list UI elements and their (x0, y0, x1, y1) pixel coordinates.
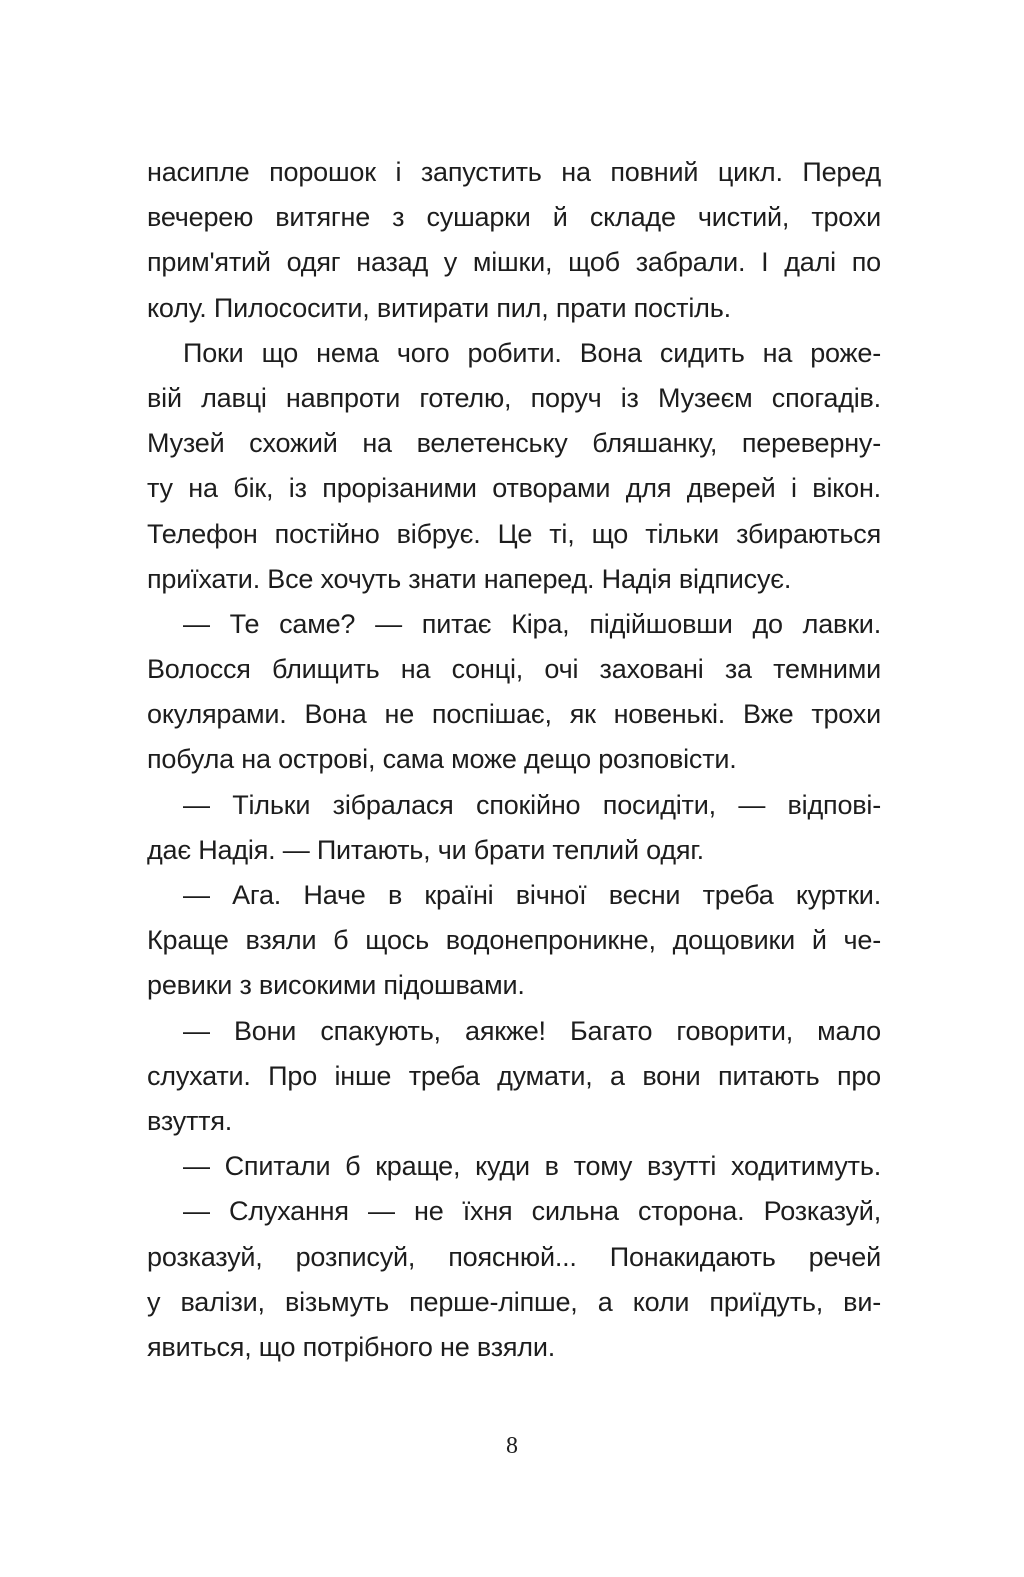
text-line: ту на бік, із прорізаними отворами для дверей і вікон. (147, 473, 881, 504)
text-line: дає Надія. — Питають, чи брати теплий одяг. (147, 834, 704, 865)
text-line: — Вони спакують, аякже! Багато говорити, мало (183, 1015, 881, 1046)
text-line: побула на острові, сама може дещо розповісти. (147, 744, 737, 775)
text-line: — Слухання — не їхня сильна сторона. Розказуй, (183, 1196, 881, 1227)
text-line: Поки що нема чого робити. Вона сидить на роже- (183, 337, 881, 368)
text-line: — Тільки зібралася спокійно посидіти, — відпові- (183, 789, 881, 820)
text-line: прим'ятий одяг назад у мішки, щоб забрали. І далі по (147, 247, 881, 278)
text-line: взуття. (147, 1105, 233, 1136)
body-text (147, 150, 881, 1370)
text-line: розказуй, розписуй, пояснюй... Понакидають речей (147, 1241, 881, 1272)
text-line: приїхати. Все хочуть знати наперед. Надія відписує. (147, 563, 792, 594)
text-line: колу. Пилососити, витирати пил, прати постіль. (147, 292, 731, 323)
text-line: у валізи, візьмуть перше-ліпше, а коли приїдуть, ви- (147, 1286, 881, 1317)
text-line: Телефон постійно вібрує. Це ті, що тільки збираються (147, 518, 881, 549)
text-line: Краще взяли б щось водонепроникне, дощовики й че- (147, 925, 881, 956)
text-line: Музей схожий на велетенську бляшанку, переверну- (147, 428, 881, 459)
text-line: слухати. Про інше треба думати, а вони питають про (147, 1060, 881, 1091)
text-line: насипле порошок і запустить на повний цикл. Перед (147, 157, 881, 187)
text-line: — Спитали б краще, куди в тому взутті ходитимуть. (183, 1151, 881, 1182)
text-line: ревики з високими підошвами. (147, 970, 525, 1001)
text-line: вій лавці навпроти готелю, поруч із Музеєм спогадів. (147, 382, 881, 413)
text-line: — Ага. Наче в країні вічної весни треба куртки. (183, 880, 881, 910)
text-line: вечерею витягне з сушарки й складе чистий, трохи (147, 202, 881, 233)
text-line: явиться, що потрібного не взяли. (147, 1331, 556, 1362)
text-line: — Те саме? — питає Кіра, підійшовши до лавки. (183, 608, 881, 639)
text-line: Волосся блищить на сонці, очі заховані за темними (147, 654, 881, 685)
page-number: 8 (506, 1433, 518, 1459)
text-line: окулярами. Вона не поспішає, як новенькі. Вже трохи (147, 699, 881, 730)
